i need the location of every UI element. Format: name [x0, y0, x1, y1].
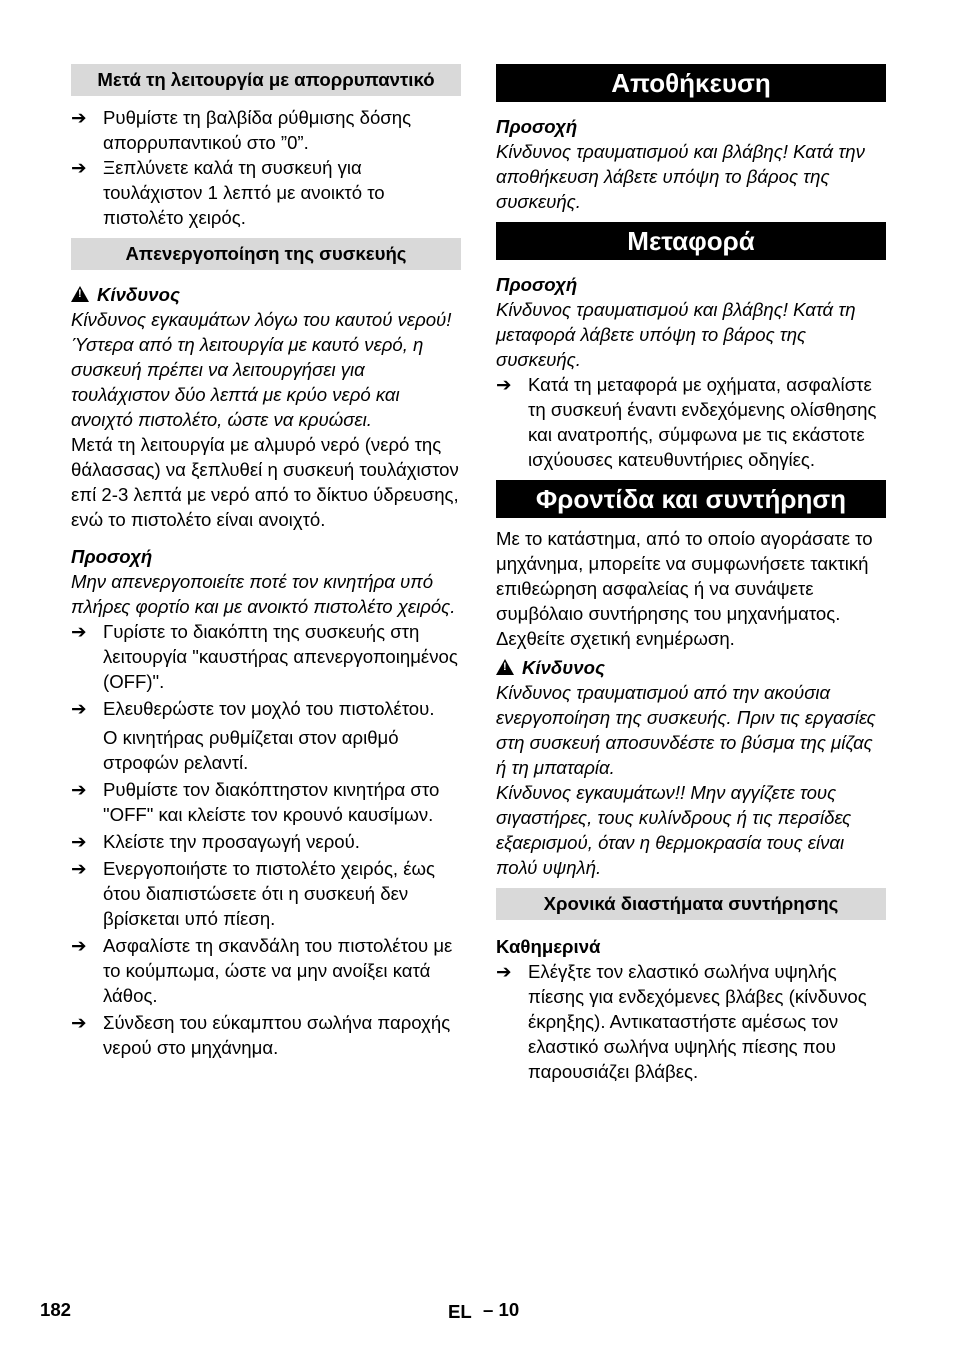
arrow-right-icon: ➔ [71, 1012, 87, 1033]
arrow-right-icon: ➔ [496, 961, 512, 982]
section-heading-transport: Μεταφορά [496, 222, 886, 260]
arrow-right-icon: ➔ [71, 831, 87, 852]
arrow-right-icon: ➔ [496, 374, 512, 395]
arrow-right-icon: ➔ [71, 779, 87, 800]
arrow-right-icon: ➔ [71, 107, 87, 128]
list-item: ➔ Κλείστε την προσαγωγή νερού. [71, 831, 360, 852]
list-item: ➔ Γυρίστε το διακόπτη της συσκευής στη λειτουργία "καυστήρας απενεργοποιημένος (OFF)". [71, 621, 458, 692]
sub-page-number: – 10 [483, 1299, 520, 1320]
list-item: ➔ Ξεπλύνετε καλά τη συσκευή για τουλάχιστον 1 λεπτό με ανοικτό το πιστολέτο χειρός. [71, 157, 385, 228]
section-heading-storage: Αποθήκευση [496, 64, 886, 102]
list-item: ➔ Ρυθμίστε τον διακόπτηστον κινητήρα στο "OFF" και κλείστε τον κρουνό καυσίμων. [71, 779, 440, 825]
page-number: 182 [40, 1299, 72, 1320]
list-item: ➔ Ρυθμίστε τη βαλβίδα ρύθμισης δόσης απορρυπαντικού στο ”0”. [71, 107, 412, 153]
danger-label: !Κίνδυνος [496, 655, 886, 680]
care-intro: Με το κατάστημα, από το οποίο αγοράσατε το μηχάνημα, μπορείτε να συμφωνήσετε τακτική επιθεώρηση ασφαλείας ή να συνάψετε συμβόλαιο συντήρησης του μηχανήματος. Δεχθείτε σχετική ενημέρωση. [496, 528, 873, 649]
idle-note: Ο κινητήρας ρυθμίζεται στον αριθμό στροφών ρελαντί. [103, 727, 399, 773]
arrow-right-icon: ➔ [71, 935, 87, 956]
arrow-right-icon: ➔ [71, 698, 87, 719]
section-heading-shutdown: Απενεργοποίηση της συσκευής [71, 238, 461, 270]
danger-text: Κίνδυνος τραυματισμού από την ακούσια ενεργοποίηση της συσκευής. Πριν τις εργασίες στη συσκευή αποσυνδέστε το βύσμα της μίζας ή τη μπαταρία. [496, 682, 876, 778]
danger-text: Κίνδυνος εγκαυμάτων!! Μην αγγίζετε τους σιγαστήρες, τους κυλίνδρους ή τις περσίδες εξαερισμού, όταν η θερμοκρασία τους είναι πολύ υψηλή. [496, 782, 852, 878]
after-detergent-steps [71, 105, 461, 230]
list-item: ➔ Ενεργοποιήστε το πιστολέτο χειρός, έως ότου διαπιστώσετε ότι η συσκευή δεν βρίσκεται υπό πίεση. [71, 858, 436, 929]
caution-text: Μην απενεργοποιείτε ποτέ τον κινητήρα υπό πλήρες φορτίο και με ανοικτό πιστολέτο χειρός. [71, 571, 456, 617]
saltwater-text: Μετά τη λειτουργία με αλμυρό νερό (νερό της θάλασσας) να ξεπλυθεί η συσκευή τουλάχιστον επί 2-3 λεπτά με νερό από το δίκτυο ύδρευσης, ενώ το πιστολέτο είναι ανοιχτό. [71, 434, 459, 530]
section-heading-care: Φροντίδα και συντήρηση [496, 480, 886, 518]
warning-triangle-icon [496, 659, 514, 675]
caution-label: Προσοχή [496, 274, 578, 295]
danger-text: Κίνδυνος εγκαυμάτων λόγω του καυτού νερού! Ύστερα από τη λειτουργία με καυτό νερό, η συσκευή πρέπει να λειτουργήσει για τουλάχιστον δύο λεπτά με κρύο νερό και ανοιχτό πιστολέτο, ώστε να κρυώσει. [71, 309, 452, 430]
list-item: ➔ Σύνδεση του εύκαμπτου σωλήνα παροχής νερού στο μηχάνημα. [71, 1012, 451, 1058]
arrow-right-icon: ➔ [71, 858, 87, 879]
caution-label: Προσοχή [71, 546, 153, 567]
caution-label: Προσοχή [496, 116, 578, 137]
left-column [71, 64, 461, 1060]
caution-text: Κίνδυνος τραυματισμού και βλάβης! Κατά τη μεταφορά λάβετε υπόψη το βάρος της συσκευής. [496, 299, 856, 370]
section-heading-intervals: Χρονικά διαστήματα συντήρησης [496, 888, 886, 920]
list-item: ➔ Κατά τη μεταφορά με οχήματα, ασφαλίστε τη συσκευή έναντι ενδεχόμενης ολίσθησης και ανατροπής, σύμφωνα με τις εκάστοτε ισχύουσες κατευθυντήριες οδηγίες. [496, 374, 877, 470]
list-item: ➔ Ελέγξτε τον ελαστικό σωλήνα υψηλής πίεσης για ενδεχόμενες βλάβες (κίνδυνος έκρηξης). Αντικαταστήστε αμέσως τον ελαστικό σωλήνα υψηλής πίεσης που παρουσιάζει βλάβες. [496, 961, 867, 1082]
language-code: EL [448, 1301, 472, 1322]
daily-label: Καθημερινά [496, 936, 601, 957]
list-item: ➔ Ελευθερώστε τον μοχλό του πιστολέτου. [71, 698, 435, 719]
danger-label: !Κίνδυνος [71, 282, 461, 307]
right-column [496, 64, 886, 1084]
list-item: ➔ Ασφαλίστε τη σκανδάλη του πιστολέτου με το κούμπωμα, ώστε να μην ανοίξει κατά λάθος. [71, 935, 453, 1006]
caution-text: Κίνδυνος τραυματισμού και βλάβης! Κατά την αποθήκευση λάβετε υπόψη το βάρος της συσκευής. [496, 141, 865, 212]
arrow-right-icon: ➔ [71, 621, 87, 642]
shutdown-steps [71, 619, 461, 1060]
section-heading-after-detergent: Μετά τη λειτουργία με απορρυπαντικό [71, 64, 461, 96]
warning-triangle-icon [71, 286, 89, 302]
arrow-right-icon: ➔ [71, 157, 87, 178]
